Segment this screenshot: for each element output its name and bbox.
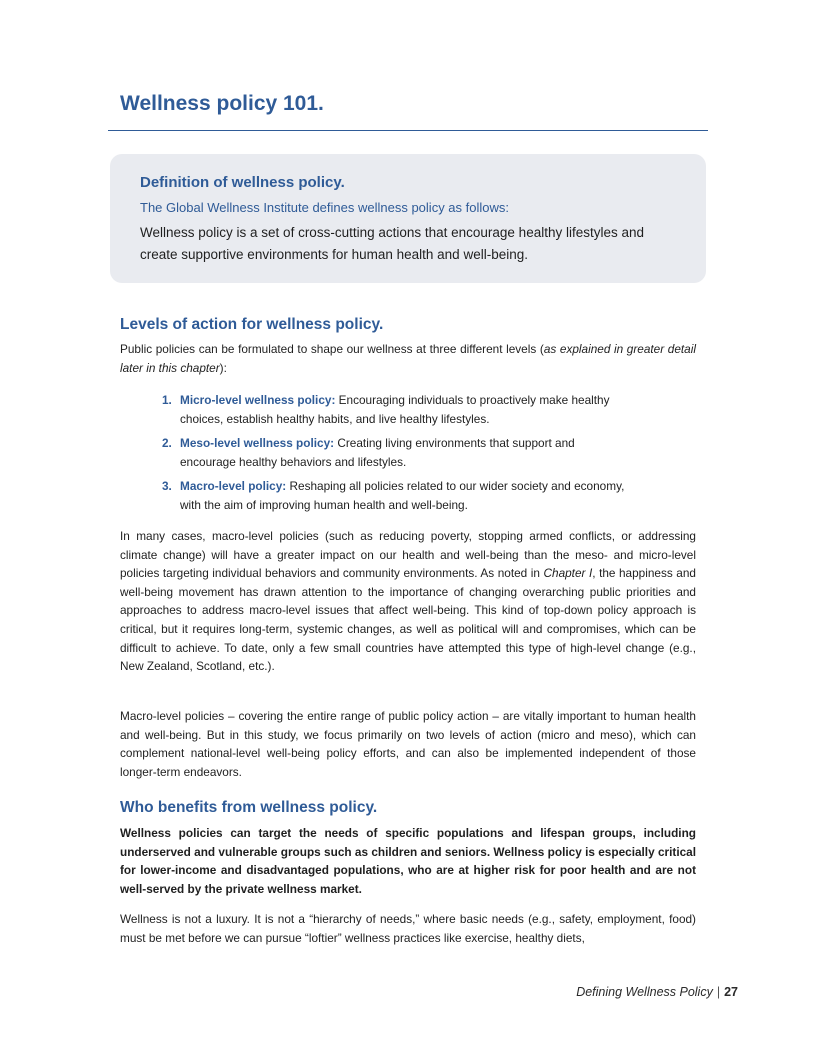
chapter-reference: Chapter I [543,566,593,581]
footer-separator: | [716,985,721,999]
benefits-heading: Who benefits from wellness policy. [120,799,378,816]
definition-box [110,154,706,283]
levels-list-item [162,477,632,515]
title-divider [108,130,708,131]
list-item-term: Micro-level wellness policy: [180,393,336,407]
definition-intro: The Global Wellness Institute defines wellness policy as follows: [140,200,509,215]
paragraph-text: In many cases, macro-level policies (such as reducing poverty, stopping armed conflicts, or addressing climate change) will have a greater impact on our health and well-being than the meso- and micro-level policies targeting individual behaviors and community environments. As noted in [120,529,696,581]
definition-text: Wellness policy is a set of cross-cutting actions that encourage healthy lifestyles and create supportive environments for human health and well-being. [140,225,645,262]
benefits-paragraph: Wellness is not a luxury. It is not a “hierarchy of needs,” where basic needs (e.g., safety, employment, food) must be met before we can pursue “loftier” wellness practices like exercise, healthy diets, [120,912,696,945]
micro-meso-paragraph: Macro-level policies – covering the entire range of public policy action – are vitally important to human health and well-being. But in this study, we focus primarily on two levels of action (micro and meso), which can complement national-level well-being policy efforts, and can also be implemented independent of those longer-term endeavors. [120,709,696,779]
page-title: Wellness policy 101. [120,92,324,115]
levels-list [162,391,632,520]
macro-level-paragraph [120,527,696,676]
list-item-term: Macro-level policy: [180,479,287,493]
list-item-number: 2. [162,436,172,450]
list-item-text: Encouraging individuals to proactively make healthy choices, establish healthy habits, and live healthy lifestyles. [180,393,610,426]
levels-intro-paragraph [120,340,696,377]
list-item-text: Creating living environments that support and encourage healthy behaviors and lifestyles. [180,436,575,469]
definition-heading: Definition of wellness policy. [140,174,345,191]
levels-intro-text: Public policies can be formulated to shape our wellness at three different levels ( [120,342,544,356]
list-item-text: Reshaping all policies related to our wider society and economy, with the aim of improving human health and well-being. [180,479,625,512]
list-item-number: 1. [162,393,172,407]
levels-list-item [162,391,632,429]
list-item-term: Meso-level wellness policy: [180,436,335,450]
page-number: 27 [724,985,738,999]
benefits-bold-paragraph: Wellness policies can target the needs of specific populations and lifespan groups, including underserved and vulnerable groups such as children and seniors. Wellness policy is especially critical for lower-income and disadvantaged populations, who are at higher risk for poor health and are not well-served by the private wellness market. [120,826,696,896]
levels-heading: Levels of action for wellness policy. [120,316,384,333]
paragraph-text: , the happiness and well-being movement has drawn attention to the importance of changing overarching public priorities and approaches to address macro-level issues that affect well-being. This kind of top-down policy approach is critical, but it requires long-term, systemic changes, as well as political will and compromises, which can be difficult to achieve. To date, only a few small countries have attempted this type of high-level change (e.g., New Zealand, Scotland, etc.). [120,566,696,674]
footer-chapter-title: Defining Wellness Policy [576,985,713,999]
page-footer [576,985,738,999]
levels-intro-end: ): [219,360,227,375]
levels-intro-italic: as explained in greater detail later in this chapter [120,342,696,375]
list-item-number: 3. [162,479,172,493]
levels-list-item [162,434,632,472]
